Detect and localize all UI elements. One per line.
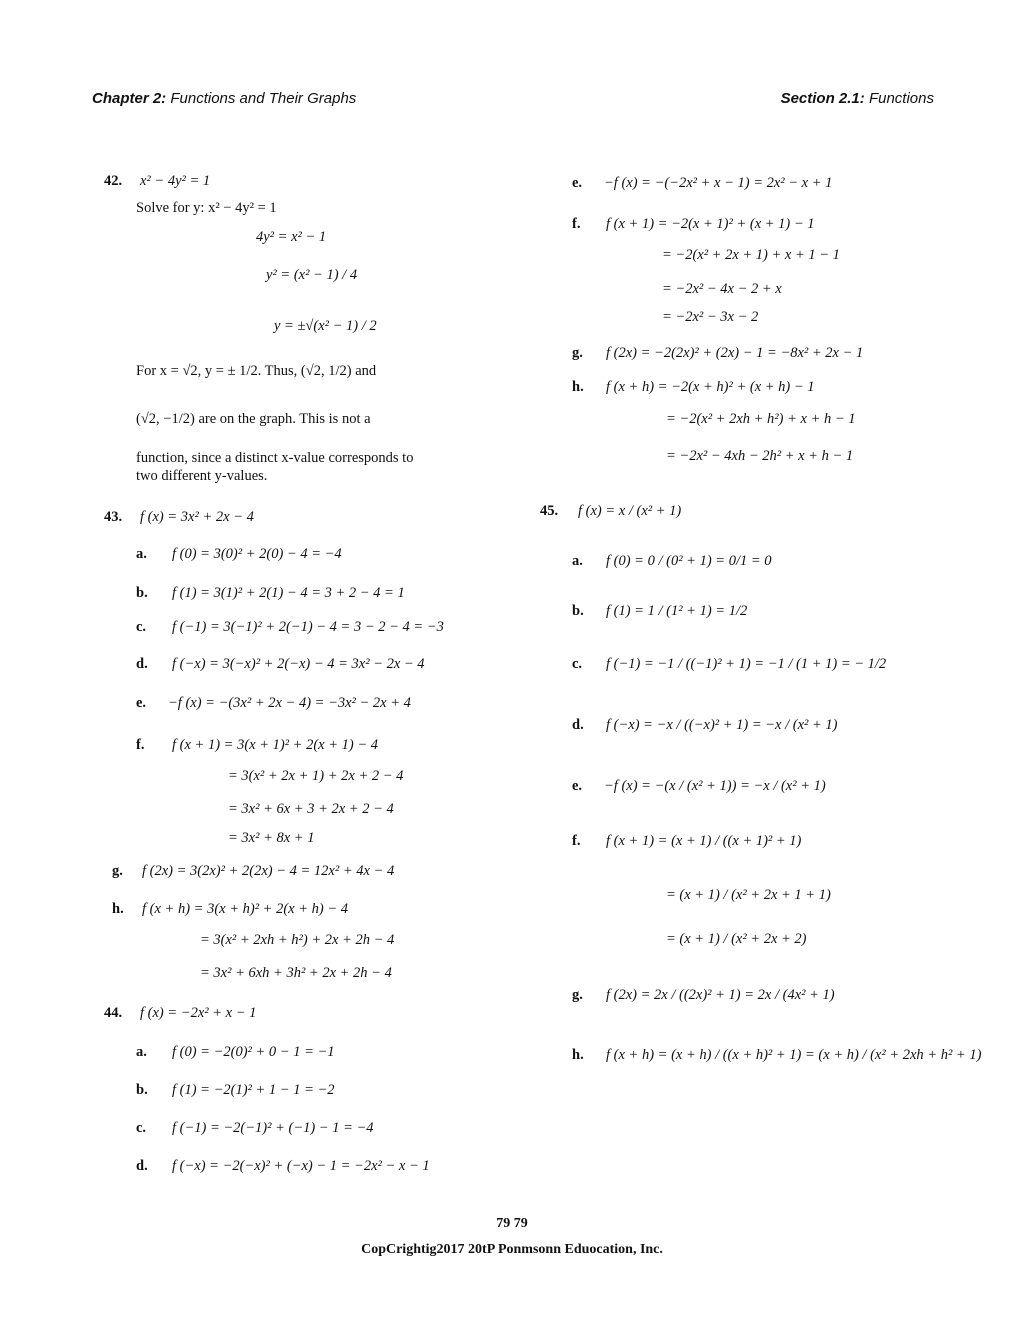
p43-b-label: b. (136, 585, 148, 601)
p45-a-line-0: f (0) = 0 / (0² + 1) = 0/1 = 0 (606, 553, 772, 569)
p44-f-line-1: = −2(x² + 2x + 1) + x + 1 − 1 (662, 247, 840, 263)
p45-h-line-0: f (x + h) = (x + h) / ((x + h)² + 1) = (x + h) / (x² + 2xh + h² + 1) (606, 1047, 982, 1063)
chapter-header (92, 90, 356, 107)
p43-f-label: f. (136, 737, 145, 753)
page-number: 79 79 (496, 1216, 528, 1231)
p44-e-label: e. (572, 175, 583, 191)
p44-h-line-1: = −2(x² + 2xh + h²) + x + h − 1 (666, 411, 856, 427)
problem-43-number: 43. (104, 509, 123, 525)
p43-g-label: g. (112, 863, 123, 879)
p43-b-line-0: f (1) = 3(1)² + 2(1) − 4 = 3 + 2 − 4 = 1 (172, 585, 405, 601)
p45-statement: f (x) = x / (x² + 1) (578, 503, 682, 519)
p43-statement: f (x) = 3x² + 2x − 4 (140, 509, 254, 525)
p43-f-line-3: = 3x² + 8x + 1 (228, 830, 315, 846)
p42-line-5: For x = √2, y = ± 1/2. Thus, (√2, 1/2) and (136, 363, 377, 379)
p44-c-line-0: f (−1) = −2(−1)² + (−1) − 1 = −4 (172, 1120, 374, 1136)
p45-b-label: b. (572, 603, 584, 619)
p44-h-line-0: f (x + h) = −2(x + h)² + (x + h) − 1 (606, 379, 815, 395)
p42-line-0: x² − 4y² = 1 (140, 173, 211, 189)
section-label: Section 2.1: (780, 90, 865, 107)
p45-d-line-0: f (−x) = −x / ((−x)² + 1) = −x / (x² + 1) (606, 717, 838, 733)
problem-45-number: 45. (540, 503, 559, 519)
p44-f-line-0: f (x + 1) = −2(x + 1)² + (x + 1) − 1 (606, 216, 815, 232)
p44-h-label: h. (572, 379, 584, 395)
p45-d-label: d. (572, 717, 584, 733)
copyright-notice: CopCrightig2017 20tP Ponmsonn Eduocation, Inc. (361, 1242, 663, 1257)
p43-e-label: e. (136, 695, 147, 711)
problem-42-number: 42. (104, 173, 123, 189)
p43-e-line-0: −f (x) = −(3x² + 2x − 4) = −3x² − 2x + 4 (168, 695, 411, 711)
p43-a-label: a. (136, 546, 147, 562)
p44-f-line-2: = −2x² − 4x − 2 + x (662, 281, 782, 297)
p45-g-label: g. (572, 987, 583, 1003)
p43-g-line-0: f (2x) = 3(2x)² + 2(2x) − 4 = 12x² + 4x − 4 (142, 863, 395, 879)
p44-b-line-0: f (1) = −2(1)² + 1 − 1 = −2 (172, 1082, 335, 1098)
p43-d-label: d. (136, 656, 148, 672)
p43-h-line-0: f (x + h) = 3(x + h)² + 2(x + h) − 4 (142, 901, 348, 917)
p43-h-line-1: = 3(x² + 2xh + h²) + 2x + 2h − 4 (200, 932, 395, 948)
p44-a-line-0: f (0) = −2(0)² + 0 − 1 = −1 (172, 1044, 335, 1060)
p45-f-label: f. (572, 833, 581, 849)
p44-d-label: d. (136, 1158, 148, 1174)
p43-f-line-1: = 3(x² + 2x + 1) + 2x + 2 − 4 (228, 768, 404, 784)
p44-b-label: b. (136, 1082, 148, 1098)
p44-a-label: a. (136, 1044, 147, 1060)
p44-g-label: g. (572, 345, 583, 361)
p45-c-line-0: f (−1) = −1 / ((−1)² + 1) = −1 / (1 + 1) = − 1/2 (606, 656, 887, 672)
p45-e-line-0: −f (x) = −(x / (x² + 1)) = −x / (x² + 1) (604, 778, 826, 794)
p42-line-8: two different y-values. (136, 468, 268, 484)
p44-h-line-2: = −2x² − 4xh − 2h² + x + h − 1 (666, 448, 854, 464)
p45-f-line-0: f (x + 1) = (x + 1) / ((x + 1)² + 1) (606, 833, 802, 849)
p44-f-label: f. (572, 216, 581, 232)
p42-line-1: Solve for y: x² − 4y² = 1 (136, 200, 277, 216)
p45-c-label: c. (572, 656, 583, 672)
p42-line-6: (√2, −1/2) are on the graph. This is not a (136, 411, 371, 427)
p43-f-line-0: f (x + 1) = 3(x + 1)² + 2(x + 1) − 4 (172, 737, 378, 753)
section-header (781, 90, 934, 107)
p44-g-line-0: f (2x) = −2(2x)² + (2x) − 1 = −8x² + 2x − 1 (606, 345, 864, 361)
section-title: Functions (868, 90, 934, 107)
problem-44-number: 44. (104, 1005, 123, 1021)
p43-f-line-2: = 3x² + 6x + 3 + 2x + 2 − 4 (228, 801, 394, 817)
p44-e-line-0: −f (x) = −(−2x² + x − 1) = 2x² − x + 1 (604, 175, 833, 191)
p42-line-4: y = ±√(x² − 1) / 2 (274, 318, 377, 334)
p45-a-label: a. (572, 553, 583, 569)
chapter-label: Chapter 2: (92, 90, 167, 107)
p42-line-2: 4y² = x² − 1 (256, 229, 327, 245)
p43-c-label: c. (136, 619, 147, 635)
p45-b-line-0: f (1) = 1 / (1² + 1) = 1/2 (606, 603, 748, 619)
p45-h-label: h. (572, 1047, 584, 1063)
p43-a-line-0: f (0) = 3(0)² + 2(0) − 4 = −4 (172, 546, 342, 562)
p45-f-line-2: = (x + 1) / (x² + 2x + 2) (666, 931, 807, 947)
p44-d-line-0: f (−x) = −2(−x)² + (−x) − 1 = −2x² − x − 1 (172, 1158, 430, 1174)
p44-f-line-3: = −2x² − 3x − 2 (662, 309, 759, 325)
p42-line-7: function, since a distinct x-value corresponds to (136, 450, 414, 466)
p43-h-line-2: = 3x² + 6xh + 3h² + 2x + 2h − 4 (200, 965, 392, 981)
p45-g-line-0: f (2x) = 2x / ((2x)² + 1) = 2x / (4x² + 1) (606, 987, 835, 1003)
p45-e-label: e. (572, 778, 583, 794)
p43-h-label: h. (112, 901, 124, 917)
p44-statement: f (x) = −2x² + x − 1 (140, 1005, 257, 1021)
p44-c-label: c. (136, 1120, 147, 1136)
chapter-title: Functions and Their Graphs (170, 90, 357, 107)
p42-line-3: y² = (x² − 1) / 4 (266, 267, 358, 283)
p43-c-line-0: f (−1) = 3(−1)² + 2(−1) − 4 = 3 − 2 − 4 = −3 (172, 619, 444, 635)
p45-f-line-1: = (x + 1) / (x² + 2x + 1 + 1) (666, 887, 831, 903)
p43-d-line-0: f (−x) = 3(−x)² + 2(−x) − 4 = 3x² − 2x − 4 (172, 656, 425, 672)
